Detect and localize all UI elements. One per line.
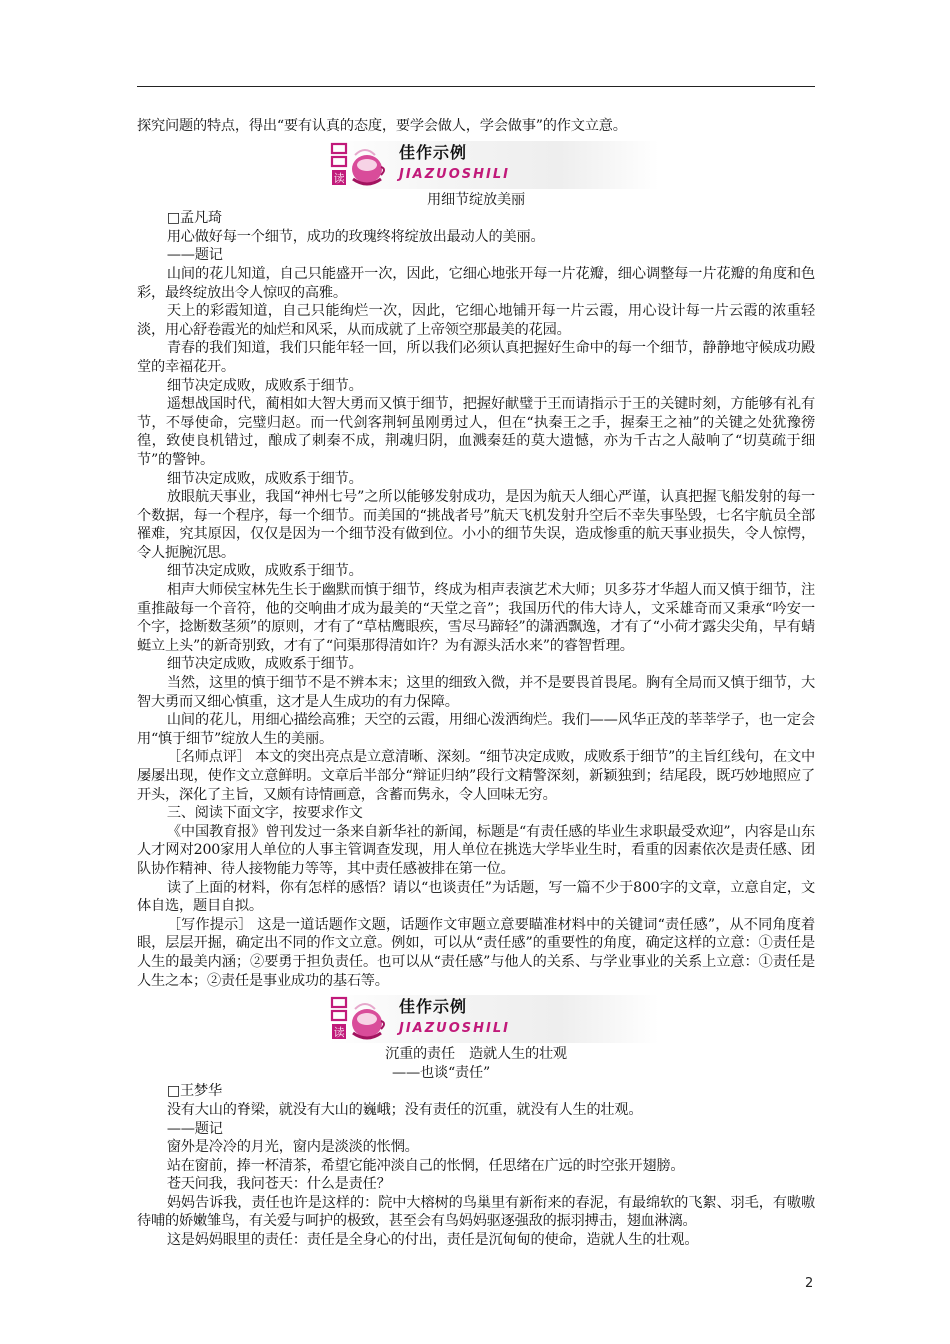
banner-title: 佳作示例 [399,997,468,1017]
author-line: □王梦华 [166,1083,222,1100]
document-body [137,117,815,1250]
paragraph: 读了上面的材料，你有怎样的感悟？请以“也谈责任”为话题，写一篇不少于800字的文章，立意自定，文体自选，题目自拟。 [137,879,815,915]
header-rule [137,86,815,87]
writing-tip: ［写作提示］ 这是一道话题作文题，话题作文审题立意要瞄准材料中的关键词“责任感”，从不同角度着眼，层层开掘，确定出不同的作文立意。例如，可以从“责任感”的重要性的角度，确定这样的立意：①责任是人生的最美内涵；②要勇于担负责任。也可以从“责任感”与他人的关系、与学业事业的关系上立意：①责任是人生之本；②责任是事业成功的基石等。 [137,916,815,989]
essay-subtitle: ——也谈“责任” [392,1064,491,1081]
paragraph: 《中国教育报》曾刊发过一条来自新华社的新闻，标题是“有责任感的毕业生求职最受欢迎”，内容是山东人才网对200家用人单位的人事主管调查发现，用人单位在挑选大学毕业生时，看重的因素依次是责任感、团队协作精神、待人接物能力等等，其中责任感被排在第一位。 [137,823,815,877]
read-badge-icon [329,995,389,1043]
example-banner [137,995,815,1043]
paragraph: 细节决定成败，成败系于细节。 [166,563,363,580]
banner-strip [329,141,659,189]
page-number: 2 [805,1276,814,1291]
author-line: □孟凡琦 [166,210,222,227]
epigraph-label: ——题记 [166,1120,223,1137]
example-banner [137,141,815,189]
banner-title: 佳作示例 [399,142,468,162]
epigraph: 用心做好每一个细节，成功的玫瑰终将绽放出最动人的美丽。 [166,228,545,245]
badge-char: 读 [333,171,345,185]
paragraph: 窗外是冷冷的月光，窗内是淡淡的怅惘。 [166,1139,419,1156]
epigraph-label: ——题记 [166,247,223,264]
teacher-comment: ［名师点评］ 本文的突出亮点是立意清晰、深刻。“细节决定成败，成败系于细节”的主旨红线句，在文中屡屡出现，使作文立意鲜明。文章后半部分“辩证归纳”段行文精警深刻，新颖独到；结尾段，既巧妙地照应了开头，深化了主旨，又颇有诗情画意，含蓄而隽永，令人回味无穷。 [137,749,815,803]
paragraph: 这是妈妈眼里的责任：责任是全身心的付出，责任是沉甸甸的使命，造就人生的壮观。 [166,1232,699,1249]
paragraph: 山间的花儿，用细心描绘高雅；天空的云霞，用细心泼洒绚烂。我们——风华正茂的莘莘学子，也一定会用“慎于细节”绽放人生的美丽。 [137,712,815,747]
paragraph: 细节决定成败，成败系于细节。 [166,377,363,394]
essay-title: 用细节绽放美丽 [427,191,525,208]
epigraph: 没有大山的脊梁，就没有大山的巍峨；没有责任的沉重，就没有人生的壮观。 [166,1101,643,1118]
paragraph: 山间的花儿知道，自己只能盛开一次，因此，它细心地张开每一片花瓣，细心调整每一片花瓣的角度和色彩，最终绽放出令人惊叹的高雅。 [137,265,815,301]
read-badge-icon [329,141,389,189]
paragraph: 天上的彩霞知道，自己只能绚烂一次，因此，它细心地铺开每一片云霞，用心设计每一片云霞的浓重轻淡，用心舒卷霞光的灿烂和风采，从而成就了上帝领空那最美的花园。 [137,303,815,338]
banner-strip [329,995,659,1043]
paragraph: 遥想战国时代，蔺相如大智大勇而又慎于细节，把握好献璧于王而请指示于王的关键时刻，方能够有礼有节，不辱使命，完璧归赵。而一代剑客荆轲虽刚勇过人，但在“执秦王之手，握秦王之袖”的关键之处犹豫徬徨，致使良机错过，酿成了刺秦不成，荆魂归阴，血溅秦廷的莫大遗憾，亦为千古之人敲响了“切莫疏于细节”的警钟。 [137,396,815,468]
paragraph: 当然，这里的慎于细节不是不辨本末；这里的细致入微，并不是要畏首畏尾。胸有全局而又慎于细节，大智大勇而又细心慎重，这才是人生成功的有力保障。 [137,675,815,710]
paragraph: 相声大师侯宝林先生长于幽默而慎于细节，终成为相声表演艺术大师；贝多芬才华超人而又慎于细节，注重推敲每一个音符，他的交响曲才成为最美的“天堂之音”；我国历代的伟大诗人，文采雄奇而又秉承“吟安一个字，捻断数茎须”的原则，才有了“草枯鹰眼疾，雪尽马蹄轻”的潇洒飘逸，才有了“小荷才露尖尖角，早有蜻蜓立上头”的新奇别致，才有了“问渠那得清如许？为有源头活水来”的睿智哲理。 [137,582,815,654]
essay-title: 沉重的责任 造就人生的壮观 [385,1046,567,1063]
paragraph: 放眼航天事业，我国“神州七号”之所以能够发射成功，是因为航天人细心严谨，认真把握飞船发射的每一个数据，每一个程序，每一个细节。而美国的“挑战者号”航天飞机发射升空后不幸失事坠毁，七名宇航员全部罹难，究其原因，仅仅是因为一个细节没有做到位。小小的细节失误，造成惨重的航天事业损失，令人惊愕，令人扼腕沉思。 [137,489,815,561]
section-heading: 三、阅读下面文字，按要求作文 [166,805,363,822]
paragraph: 细节决定成败，成败系于细节。 [166,656,363,673]
paragraph: 细节决定成败，成败系于细节。 [166,470,363,487]
paragraph: 站在窗前，捧一杯清茶，希望它能冲淡自己的怅惘，任思绪在广远的时空张开翅膀。 [166,1157,685,1174]
badge-char: 读 [333,1026,345,1040]
paragraph: 苍天问我，我问苍天：什么是责任？ [166,1176,391,1193]
paragraph: 妈妈告诉我，责任也许是这样的：院中大榕树的鸟巢里有新衔来的春泥，有最绵软的飞絮、羽毛，有嗷嗷待哺的娇嫩雏鸟，有关爱与呵护的极致，甚至会有鸟妈妈驱逐强敌的振羽搏击，翅血淋漓。 [137,1194,815,1230]
banner-subtitle: JIAZUOSHILI [399,1021,510,1037]
paragraph: 探究问题的特点，得出“要有认真的态度，要学会做人，学会做事”的作文立意。 [137,118,627,134]
paragraph: 青春的我们知道，我们只能年轻一回，所以我们必须认真把握好生命中的每一个细节，静静地守候成功殿堂的幸福花开。 [137,340,815,375]
banner-subtitle: JIAZUOSHILI [399,166,510,182]
